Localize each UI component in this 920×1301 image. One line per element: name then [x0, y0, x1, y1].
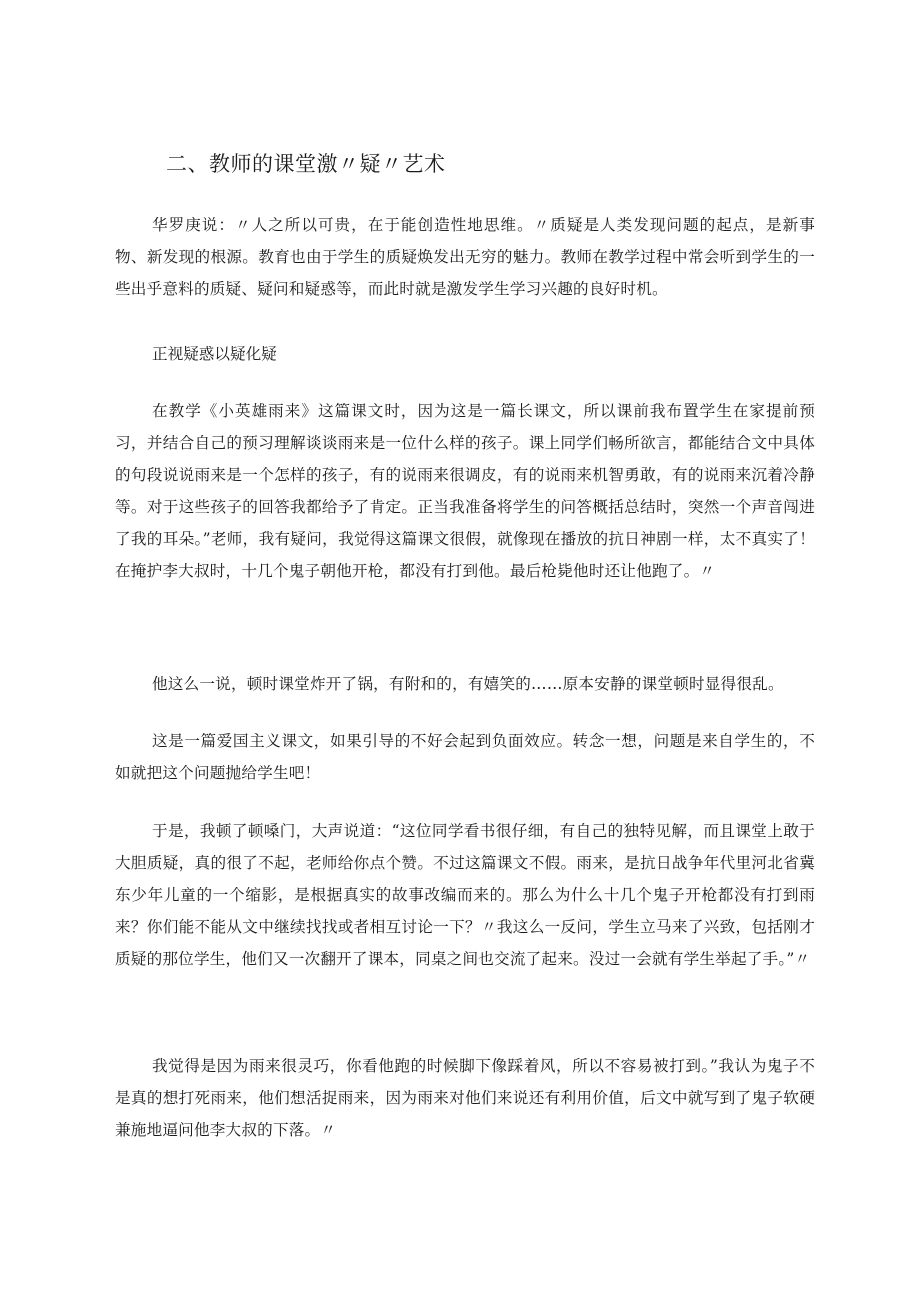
paragraph-student-answers: 我觉得是因为雨来很灵巧，你看他跑的时候脚下像踩着风，所以不容易被打到。”我认为鬼子不是真的想打死雨来，他们想活捉雨来，因为雨来对他们来说还有利用价值，后文中就写到了鬼子软硬兼施地逼问他李大叔的下落。〃: [115, 1057, 815, 1139]
paragraph-lesson: 在教学《小英雄雨来》这篇课文时，因为这是一篇长课文，所以课前我布置学生在家提前预习，并结合自己的预习理解谈谈雨来是一位什么样的孩子。课上同学们畅所欲言，都能结合文中具体的句段说说雨来是一个怎样的孩子，有的说雨来很调皮，有的说雨来机智勇敢，有的说雨来沉着冷静等。对于这些孩子的回答我都给予了肯定。正当我准备将学生的问答概括总结时，突然一个声音闯进了我的耳朵。”老师，我有疑问，我觉得这篇课文很假，就像现在播放的抗日神剧一样，太不真实了！在掩护李大叔时，十几个鬼子朝他开枪，都没有打到他。最后枪毙他时还让他跑了。〃: [115, 402, 815, 580]
paragraph-reflection: 这是一篇爱国主义课文，如果引导的不好会起到负面效应。转念一想，问题是来自学生的，不如就把这个问题抛给学生吧！: [115, 732, 815, 782]
paragraph-intro: 华罗庚说：〃人之所以可贵，在于能创造性地思维。〃质疑是人类发现问题的起点，是新事物、新发现的根源。教育也由于学生的质疑焕发出无穷的魅力。教师在教学过程中常会听到学生的一些出乎意料的质疑、疑问和疑惑等，而此时就是激发学生学习兴趣的良好时机。: [115, 216, 815, 298]
subsection-heading: 正视疑惑以疑化疑: [152, 345, 277, 363]
paragraph-response: 于是，我顿了顿嗓门，大声说道：“这位同学看书很仔细，有自己的独特见解，而且课堂上敢于大胆质疑，真的很了不起，老师给你点个赞。不过这篇课文不假。雨来，是抗日战争年代里河北省冀东少年儿童的一个缩影，是根据真实的故事改编而来的。那么为什么十几个鬼子开枪都没有打到雨来？你们能不能从文中继续找找或者相互讨论一下？〃我这么一反问，学生立马来了兴致，包括刚才质疑的那位学生，他们又一次翻开了课本，同桌之间也交流了起来。没过一会就有学生举起了手。”〃: [115, 822, 815, 968]
paragraph-reaction: 他这么一说，顿时课堂炸开了锅，有附和的，有嬉笑的……原本安静的课堂顿时显得很乱。: [152, 675, 784, 693]
section-heading: 二、教师的课堂激〃疑〃艺术: [166, 152, 446, 176]
